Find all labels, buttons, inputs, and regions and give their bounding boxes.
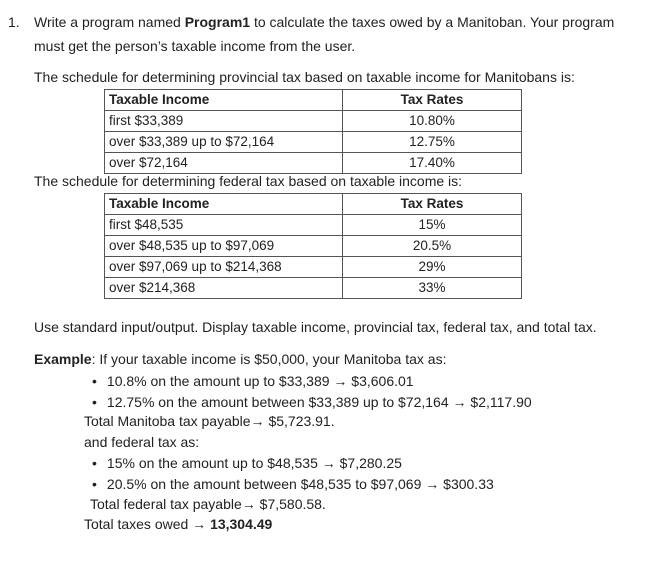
table-row [105,278,522,299]
mb-bullet-item: • 10.8% on the amount up to $33,389 → $3,606.01 [92,373,414,389]
table-header-row [105,194,522,215]
income-cell: first $33,389 [105,111,343,132]
income-cell: over $97,069 up to $214,368 [105,257,343,278]
table-row [105,236,522,257]
income-cell: over $214,368 [105,278,343,299]
program-name: Program1 [184,14,251,30]
column-header-rate: Tax Rates [343,194,522,215]
income-cell: over $72,164 [105,153,343,174]
question-text-pre: Write a program named [34,14,185,30]
grand-total [84,516,272,532]
rate-cell: 17.40% [343,153,522,174]
column-header-income: Taxable Income [105,194,343,215]
question-text-line2: must get the person’s taxable income from the user. [34,38,356,54]
provincial-tax-table [104,89,522,174]
federal-tax-table [104,193,522,299]
table-row [105,132,522,153]
income-cell: first $48,535 [105,215,343,236]
federal-intro: and federal tax as: [84,434,200,450]
grand-total-value: 13,304.49 [210,516,273,532]
example-intro-text: : If your taxable income is $50,000, your Manitoba tax as: [91,351,447,367]
mb-total: Total Manitoba tax payable→ $5,723.91. [84,413,335,429]
question-text-post: to calculate the taxes owed by a Manitoban. Your program [250,14,615,30]
example-intro [34,351,446,367]
rate-cell: 15% [343,215,522,236]
rate-cell: 33% [343,278,522,299]
table-row [105,153,522,174]
provincial-schedule-title: The schedule for determining provincial tax based on taxable income for Manitobans is: [34,69,575,85]
fed-bullet-item: • 15% on the amount up to $48,535 → $7,280.25 [92,455,402,471]
rate-cell: 10.80% [343,111,522,132]
table-row [105,215,522,236]
example-label: Example [34,351,92,367]
grand-total-label: Total taxes owed → [84,516,211,532]
io-instructions: Use standard input/output. Display taxable income, provincial tax, federal tax, and total tax. [34,319,597,335]
table-row [105,111,522,132]
income-cell: over $33,389 up to $72,164 [105,132,343,153]
rate-cell: 12.75% [343,132,522,153]
question-number: 1. [8,14,20,30]
column-header-rate: Tax Rates [343,90,522,111]
fed-bullet-item: • 20.5% on the amount between $48,535 to $97,069 → $300.33 [92,476,494,492]
rate-cell: 29% [343,257,522,278]
question-text-line1 [34,14,614,30]
fed-total: Total federal tax payable→ $7,580.58. [90,496,326,512]
income-cell: over $48,535 up to $97,069 [105,236,343,257]
table-row [105,257,522,278]
table-header-row [105,90,522,111]
rate-cell: 20.5% [343,236,522,257]
mb-bullet-item: • 12.75% on the amount between $33,389 up to $72,164 → $2,117.90 [92,394,532,410]
federal-schedule-title: The schedule for determining federal tax based on taxable income is: [34,173,463,189]
column-header-income: Taxable Income [105,90,343,111]
